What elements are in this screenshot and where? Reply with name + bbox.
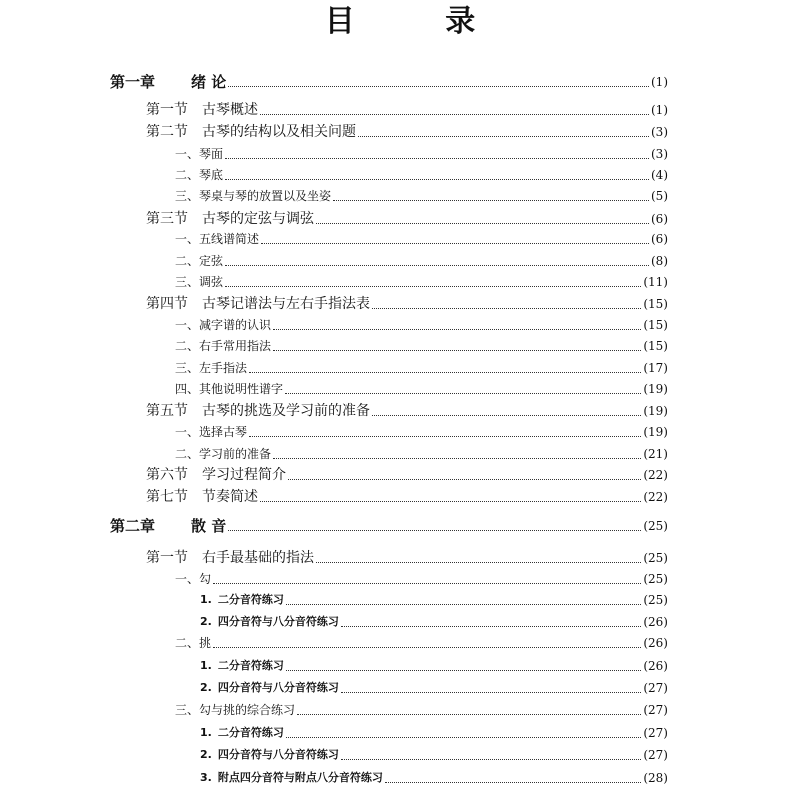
toc-entry-text [175,569,211,589]
dot-leader [273,458,641,459]
toc-entry-title: 绪 论 [191,73,227,91]
toc-entry-chapter[interactable] [110,70,668,92]
toc-entry-text [175,229,259,249]
toc-entry-page: (26) [643,636,668,650]
toc-entry-text [175,251,223,271]
toc-entry-title: 挑 [199,636,212,650]
toc-entry-title: 右手常用指法 [199,339,272,353]
toc-entry-page: (21) [643,447,668,461]
toc-entry-text [110,72,226,92]
toc-entry-title: 古琴的定弦与调弦 [202,211,314,227]
dot-leader [260,501,641,502]
toc-entry-section[interactable] [146,292,668,314]
toc-entry-page: (19) [643,382,668,396]
toc-entry-label: 二、 [175,447,200,461]
toc-entry-title: 古琴的挑选及学习前的准备 [202,403,370,419]
toc-entry-subitem[interactable] [200,721,668,743]
toc-entry-item[interactable] [175,420,668,442]
dot-leader [260,114,649,115]
toc-entry-label: 一、 [175,318,200,332]
toc-entry-label: 三、 [175,361,200,375]
toc-entry-page: (25) [643,551,668,565]
toc-entry-text [175,444,271,464]
toc-entry-title: 四分音符与八分音符练习 [217,681,339,694]
dot-leader [225,158,649,159]
toc-entry-page: (4) [651,168,668,182]
toc-entry-text [146,122,356,142]
dot-leader [225,286,641,287]
toc-entry-label: 一、 [175,572,200,586]
toc-entry-title: 二分音符练习 [217,659,284,672]
dot-leader [225,265,649,266]
dot-leader [341,692,642,693]
toc-entry-section[interactable] [146,98,668,120]
toc-entry-page: (15) [643,339,668,353]
toc-entry-title: 减字谱的认识 [199,318,272,332]
toc-entry-subitem[interactable] [200,743,668,765]
toc-entry-text [175,186,331,206]
toc-entry-title: 五线谱简述 [199,232,260,246]
toc-entry-text [146,465,286,485]
toc-entry-chapter[interactable] [110,514,668,536]
toc-entry-text [200,612,339,632]
toc-entry-label: 3. [200,771,212,784]
toc-entry-title: 散 音 [191,517,227,535]
toc-entry-item[interactable] [175,377,668,399]
dot-leader [273,350,641,351]
toc-entry-label: 第六节 [146,467,188,483]
dot-leader [297,714,641,715]
toc-entry-text [146,401,370,421]
toc-entry-label: 第一节 [146,550,188,566]
toc-entry-title: 勾与挑的综合练习 [199,703,296,717]
toc-entry-text [175,315,271,335]
toc-entry-page: (27) [643,726,668,740]
toc-entry-page: (25) [643,519,668,533]
toc-entry-label: 一、 [175,147,200,161]
toc-entry-item[interactable] [175,249,668,271]
toc-entry-page: (17) [643,361,668,375]
dot-leader [228,86,649,87]
toc-entry-page: (22) [643,468,668,482]
dot-leader [249,372,641,373]
toc-entry-subitem[interactable] [200,588,668,610]
toc-entry-section[interactable] [146,463,668,485]
toc-entry-title: 节奏简述 [202,489,258,505]
toc-entry-label: 第七节 [146,489,188,505]
toc-entry-page: (19) [643,425,668,439]
toc-entry-item[interactable] [175,227,668,249]
toc-entry-page: (27) [643,703,668,717]
toc-entry-text [200,656,284,676]
dot-leader [316,223,649,224]
toc-entry-title: 琴面 [199,147,224,161]
toc-entry-page: (26) [643,659,668,673]
toc-entry-title: 左手指法 [199,361,248,375]
dot-leader [341,626,642,627]
toc-entry-label: 一、 [175,425,200,439]
toc-entry-title: 琴底 [199,168,224,182]
toc-entry-label: 2. [200,681,212,694]
toc-entry-label: 三、 [175,703,200,717]
toc-entry-text [175,272,223,292]
toc-entry-title: 四分音符与八分音符练习 [217,748,339,761]
toc-entry-page: (15) [643,297,668,311]
dot-leader [372,308,641,309]
dot-leader [286,670,642,671]
toc-entry-title: 古琴记谱法与左右手指法表 [202,296,370,312]
toc-entry-label: 二、 [175,636,200,650]
toc-entry-title: 二分音符练习 [217,593,284,606]
toc-entry-title: 右手最基础的指法 [202,550,314,566]
toc-entry-text [200,745,339,765]
toc-entry-text [200,723,284,743]
dot-leader [385,782,642,783]
dot-leader [285,393,641,394]
toc-entry-title: 其他说明性谱字 [199,382,284,396]
toc-entry-label: 第二章 [110,517,156,535]
toc-entry-text [200,678,339,698]
toc-entry-page: (15) [643,318,668,332]
toc-entry-item[interactable] [175,184,668,206]
toc-entry-subitem[interactable] [200,766,668,788]
toc-entry-page: (6) [651,232,668,246]
toc-entry-label: 三、 [175,275,200,289]
toc-entry-text [146,548,314,568]
toc-entry-page: (27) [643,748,668,762]
toc-entry-item[interactable] [175,442,668,464]
toc-entry-text [175,165,223,185]
toc-entry-page: (22) [643,490,668,504]
toc-entry-page: (26) [643,615,668,629]
toc-entry-title: 勾 [199,572,212,586]
toc-entry-item[interactable] [175,631,668,653]
dot-leader [213,647,641,648]
toc-entry-text [200,590,284,610]
toc-entry-item[interactable] [175,163,668,185]
dot-leader [261,243,649,244]
toc-entry-page: (28) [643,771,668,785]
toc-entry-text [175,144,223,164]
toc-entry-section[interactable] [146,546,668,568]
toc-entry-title: 古琴概述 [202,102,258,118]
dot-leader [273,329,641,330]
toc-entry-title: 二分音符练习 [217,726,284,739]
toc-entry-label: 二、 [175,339,200,353]
toc-entry-text [175,422,247,442]
toc-entry-subitem[interactable] [200,676,668,698]
toc-entry-label: 第四节 [146,296,188,312]
toc-entry-text [146,100,258,120]
toc-entry-subitem[interactable] [200,610,668,632]
toc-entry-page: (3) [651,147,668,161]
toc-entry-page: (1) [651,103,668,117]
toc-entry-page: (5) [651,189,668,203]
toc-entry-section[interactable] [146,207,668,229]
toc-entry-label: 第五节 [146,403,188,419]
toc-entry-page: (6) [651,212,668,226]
toc-entry-label: 二、 [175,254,200,268]
dot-leader [341,759,642,760]
toc-entry-section[interactable] [146,399,668,421]
toc-entry-label: 第一章 [110,73,156,91]
toc-entry-page: (3) [651,125,668,139]
toc-entry-section[interactable] [146,485,668,507]
toc-entry-label: 1. [200,726,212,739]
toc-entry-text [200,768,383,788]
toc-entry-page: (1) [651,75,668,89]
dot-leader [286,737,642,738]
toc-entry-text [175,336,271,356]
toc-entry-label: 1. [200,659,212,672]
toc-entry-text [146,209,314,229]
toc-entry-page: (8) [651,254,668,268]
dot-leader [333,200,649,201]
toc-entry-item[interactable] [175,356,668,378]
toc-entry-label: 二、 [175,168,200,182]
toc-entry-title: 选择古琴 [199,425,248,439]
toc-entry-title: 调弦 [199,275,224,289]
dot-leader [228,530,641,531]
toc-entry-subitem[interactable] [200,654,668,676]
page-title: 目 录 [324,4,516,39]
toc-entry-item[interactable] [175,567,668,589]
toc-entry-text [110,516,226,536]
toc-entry-text [175,358,247,378]
toc-entry-label: 三、 [175,189,200,203]
toc-entry-item[interactable] [175,142,668,164]
toc-entry-text [175,700,295,720]
toc-entry-title: 学习过程简介 [202,467,286,483]
toc-entry-page: (11) [643,275,668,289]
dot-leader [213,583,641,584]
toc-entry-text [146,487,258,507]
dot-leader [225,179,649,180]
toc-entry-item[interactable] [175,698,668,720]
toc-entry-section[interactable] [146,120,668,142]
toc-entry-label: 2. [200,748,212,761]
toc-entry-title: 学习前的准备 [199,447,272,461]
toc-entry-label: 第三节 [146,211,188,227]
toc-entry-item[interactable] [175,334,668,356]
toc-entry-item[interactable] [175,270,668,292]
toc-entry-label: 四、 [175,382,200,396]
dot-leader [249,436,641,437]
toc-entry-page: (27) [643,681,668,695]
toc-entry-title: 四分音符与八分音符练习 [217,615,339,628]
toc-entry-title: 琴桌与琴的放置以及坐姿 [199,189,332,203]
dot-leader [358,136,649,137]
toc-entry-text [146,294,370,314]
dot-leader [286,604,642,605]
toc-entry-page: (25) [643,572,668,586]
toc-entry-label: 第二节 [146,124,188,140]
toc-entry-item[interactable] [175,313,668,335]
dot-leader [372,415,641,416]
toc-entry-page: (19) [643,404,668,418]
toc-entry-label: 2. [200,615,212,628]
toc-entry-label: 1. [200,593,212,606]
toc-entry-page: (25) [643,593,668,607]
toc-entry-text [175,633,211,653]
toc-entry-text [175,379,283,399]
toc-entry-label: 第一节 [146,102,188,118]
toc-entry-title: 附点四分音符与附点八分音符练习 [217,771,383,784]
toc-entry-title: 定弦 [199,254,224,268]
toc-entry-title: 古琴的结构以及相关问题 [202,124,356,140]
dot-leader [316,562,641,563]
toc-entry-label: 一、 [175,232,200,246]
dot-leader [288,479,641,480]
